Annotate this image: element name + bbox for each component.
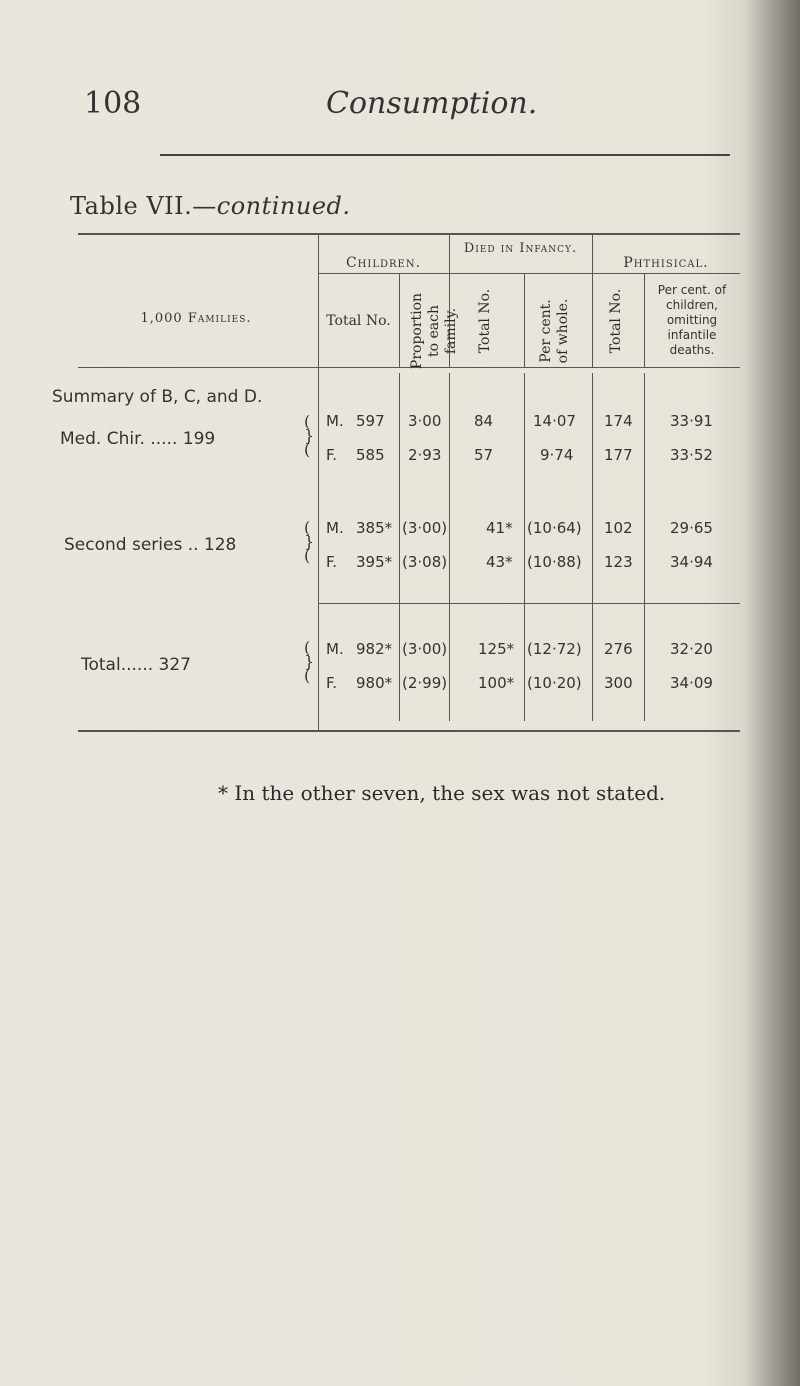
cell-proportion: (3·00) xyxy=(402,519,448,537)
data-divider-3 xyxy=(524,373,525,721)
footnote: * In the other seven, the sex was not stated. xyxy=(218,781,666,805)
total-separator-rule xyxy=(318,603,740,604)
col-divider-children-total xyxy=(399,273,400,367)
brace-second-series: ( } ( xyxy=(304,518,315,565)
cell-proportion: (2·99) xyxy=(402,674,448,692)
table-top-rule xyxy=(78,233,740,235)
brace-med-chir: ( } ( xyxy=(304,412,315,459)
table-title xyxy=(70,192,351,220)
header-phth-percent: Per cent. of children, omitting infantile deaths. xyxy=(657,283,727,357)
table-title-continued: continued. xyxy=(216,192,351,220)
data-divider-4 xyxy=(592,373,593,721)
row-label-total: Total...... 327 xyxy=(81,655,191,675)
cell-phth-total: 300 xyxy=(604,674,633,692)
cell-sex: M. xyxy=(326,519,344,537)
cell-died-percent: 14·07 xyxy=(533,412,576,430)
brace-total: ( } ( xyxy=(304,638,315,685)
cell-phth-total: 174 xyxy=(604,412,633,430)
cell-sex: M. xyxy=(326,640,344,658)
summary-label: Summary of B, C, and D. xyxy=(52,387,263,407)
cell-phth-percent: 34·09 xyxy=(670,674,713,692)
header-children-total: Total No. xyxy=(326,313,391,329)
cell-phth-percent: 32·20 xyxy=(670,640,713,658)
cell-died-percent: (10·20) xyxy=(527,674,582,692)
cell-died-total: 41* xyxy=(486,519,513,537)
cell-phth-percent: 33·91 xyxy=(670,412,713,430)
row-header-families: 1,000 Families. xyxy=(140,311,252,326)
table-title-prefix: Table VII.— xyxy=(70,192,217,220)
cell-sex: F. xyxy=(326,674,337,692)
cell-children-total: 395* xyxy=(356,553,393,571)
header-children-proportion: Proportion to each family. xyxy=(409,292,459,370)
page-header xyxy=(0,86,760,126)
cell-children-total: 597 xyxy=(356,412,385,430)
data-divider-5 xyxy=(644,373,645,721)
cell-died-total: 100* xyxy=(478,674,515,692)
group-header-phthisical: Phthisical. xyxy=(623,255,709,271)
cell-sex: F. xyxy=(326,553,337,571)
group-header-children: Children. xyxy=(345,255,422,271)
cell-children-total: 980* xyxy=(356,674,393,692)
cell-sex: F. xyxy=(326,446,337,464)
cell-proportion: (3·00) xyxy=(402,640,448,658)
table-bottom-rule xyxy=(78,730,740,732)
cell-children-total: 585 xyxy=(356,446,385,464)
cell-phth-percent: 34·94 xyxy=(670,553,713,571)
cell-phth-total: 276 xyxy=(604,640,633,658)
header-died-total: Total No. xyxy=(477,288,493,354)
header-died-percent: Per cent. of whole. xyxy=(538,298,571,364)
cell-died-percent: (12·72) xyxy=(527,640,582,658)
running-title: Consumption. xyxy=(326,86,538,121)
cell-sex: M. xyxy=(326,412,344,430)
data-divider-1 xyxy=(399,373,400,721)
col-divider-died-total xyxy=(524,273,525,367)
cell-died-total: 57 xyxy=(474,446,494,464)
row-label-med-chir: Med. Chir. ..... 199 xyxy=(60,429,216,449)
group-header-died: Died in Infancy. xyxy=(463,241,578,256)
cell-proportion: 2·93 xyxy=(408,446,442,464)
data-table xyxy=(52,233,740,733)
page-number: 108 xyxy=(84,86,142,121)
cell-proportion: (3·08) xyxy=(402,553,448,571)
cell-phth-percent: 33·52 xyxy=(670,446,713,464)
cell-died-percent: (10·64) xyxy=(527,519,582,537)
cell-phth-total: 102 xyxy=(604,519,633,537)
data-divider-2 xyxy=(449,373,450,721)
cell-proportion: 3·00 xyxy=(408,412,442,430)
header-rule xyxy=(160,154,730,156)
cell-died-total: 43* xyxy=(486,553,513,571)
cell-died-total: 125* xyxy=(478,640,515,658)
col-divider-families xyxy=(318,233,319,731)
cell-phth-percent: 29·65 xyxy=(670,519,713,537)
cell-children-total: 982* xyxy=(356,640,393,658)
group-header-rule xyxy=(318,273,740,274)
cell-phth-total: 123 xyxy=(604,553,633,571)
cell-children-total: 385* xyxy=(356,519,393,537)
row-label-second-series: Second series .. 128 xyxy=(64,535,237,555)
cell-died-percent: (10·88) xyxy=(527,553,582,571)
cell-died-total: 84 xyxy=(474,412,494,430)
cell-phth-total: 177 xyxy=(604,446,633,464)
cell-died-percent: 9·74 xyxy=(540,446,574,464)
col-divider-died xyxy=(592,233,593,367)
header-phth-total: Total No. xyxy=(608,288,624,354)
